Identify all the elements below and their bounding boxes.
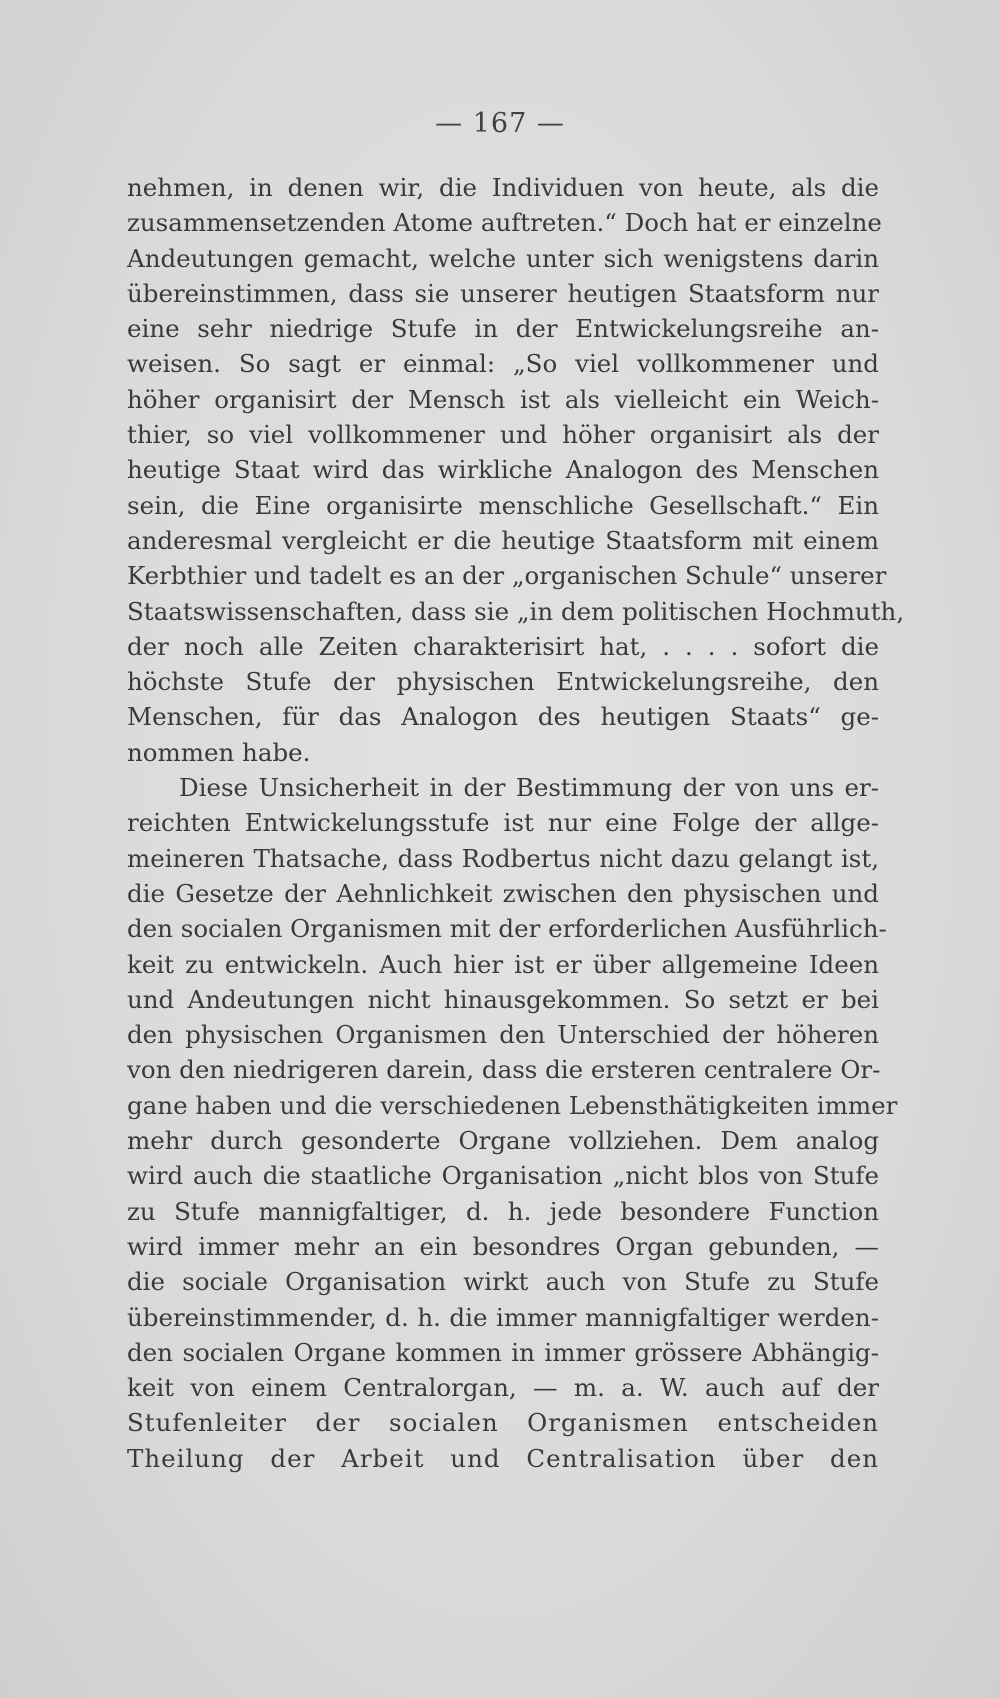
text-line: und Andeutungen nicht hinausgekommen. So setzt er bei xyxy=(127,984,879,1014)
text-line: wird immer mehr an ein besondres Organ gebunden, — xyxy=(127,1231,879,1261)
text-line: die Gesetze der Aehnlichkeit zwischen den physischen und xyxy=(127,878,879,908)
text-line: eine sehr niedrige Stufe in der Entwickelungsreihe an- xyxy=(127,314,879,344)
text-line: höchste Stufe der physischen Entwickelungsreihe, den xyxy=(127,667,879,697)
text-line: zu Stufe mannigfaltiger, d. h. jede besondere Function xyxy=(127,1196,879,1226)
text-line: sein, die Eine organisirte menschliche Gesellschaft.“ Ein xyxy=(127,490,879,520)
text-line: der noch alle Zeiten charakterisirt hat, . . . . sofort die xyxy=(127,631,879,661)
paragraph-2 xyxy=(127,770,898,1476)
text-line: zusammensetzenden Atome auftreten.“ Doch hat er einzelne xyxy=(127,208,882,238)
text-line: Andeutungen gemacht, welche unter sich wenigstens darin xyxy=(127,243,879,273)
text-line: reichten Entwickelungsstufe ist nur eine Folge der allge- xyxy=(127,808,879,838)
text-line: Diese Unsicherheit in der Bestimmung der von uns er- xyxy=(179,773,879,803)
paragraph-1 xyxy=(127,170,905,770)
text-line: nehmen, in denen wir, die Individuen von heute, als die xyxy=(127,173,879,202)
text-line: übereinstimmen, dass sie unserer heutigen Staatsform nur xyxy=(127,278,879,308)
text-line: keit zu entwickeln. Auch hier ist er über allgemeine Ideen xyxy=(127,949,879,979)
body-text xyxy=(127,170,905,1476)
text-line: die sociale Organisation wirkt auch von Stufe zu Stufe xyxy=(127,1267,879,1297)
text-line: weisen. So sagt er einmal: „So viel vollkommener und xyxy=(127,349,879,379)
text-line: den socialen Organe kommen in immer grössere Abhängig- xyxy=(127,1337,879,1367)
text-line: übereinstimmender, d. h. die immer mannigfaltiger werden- xyxy=(127,1302,879,1332)
text-line: Theilung der Arbeit und Centralisation über den xyxy=(127,1443,879,1473)
text-line: heutige Staat wird das wirkliche Analogon des Menschen xyxy=(127,455,879,485)
text-line: thier, so viel vollkommener und höher organisirt als der xyxy=(127,420,879,450)
page-number: — 167 — xyxy=(435,108,565,139)
text-line: Kerbthier und tadelt es an der „organischen Schule“ unserer xyxy=(127,561,887,591)
text-line: nommen habe. xyxy=(127,737,311,767)
text-line: Stufenleiter der socialen Organismen entscheiden xyxy=(127,1408,879,1438)
text-line: gane haben und die verschiedenen Lebensthätigkeiten immer xyxy=(127,1090,898,1120)
text-line: anderesmal vergleicht er die heutige Staatsform mit einem xyxy=(127,525,879,555)
text-line: keit von einem Centralorgan, — m. a. W. auch auf der xyxy=(127,1373,879,1403)
text-line: den socialen Organismen mit der erforderlichen Ausführlich- xyxy=(127,914,887,944)
text-line: von den niedrigeren darein, dass die ersteren centralere Or- xyxy=(127,1055,881,1085)
text-line: höher organisirt der Mensch ist als vielleicht ein Weich- xyxy=(127,384,879,414)
text-line: den physischen Organismen den Unterschied der höheren xyxy=(127,1020,879,1050)
text-line: Menschen, für das Analogon des heutigen Staats“ ge- xyxy=(127,702,879,732)
text-line: wird auch die staatliche Organisation „nicht blos von Stufe xyxy=(127,1161,879,1191)
text-line: Staatswissenschaften, dass sie „in dem politischen Hochmuth, xyxy=(127,596,905,626)
text-line: mehr durch gesonderte Organe vollziehen. Dem analog xyxy=(127,1126,879,1156)
text-line: meineren Thatsache, dass Rodbertus nicht dazu gelangt ist, xyxy=(127,843,879,873)
